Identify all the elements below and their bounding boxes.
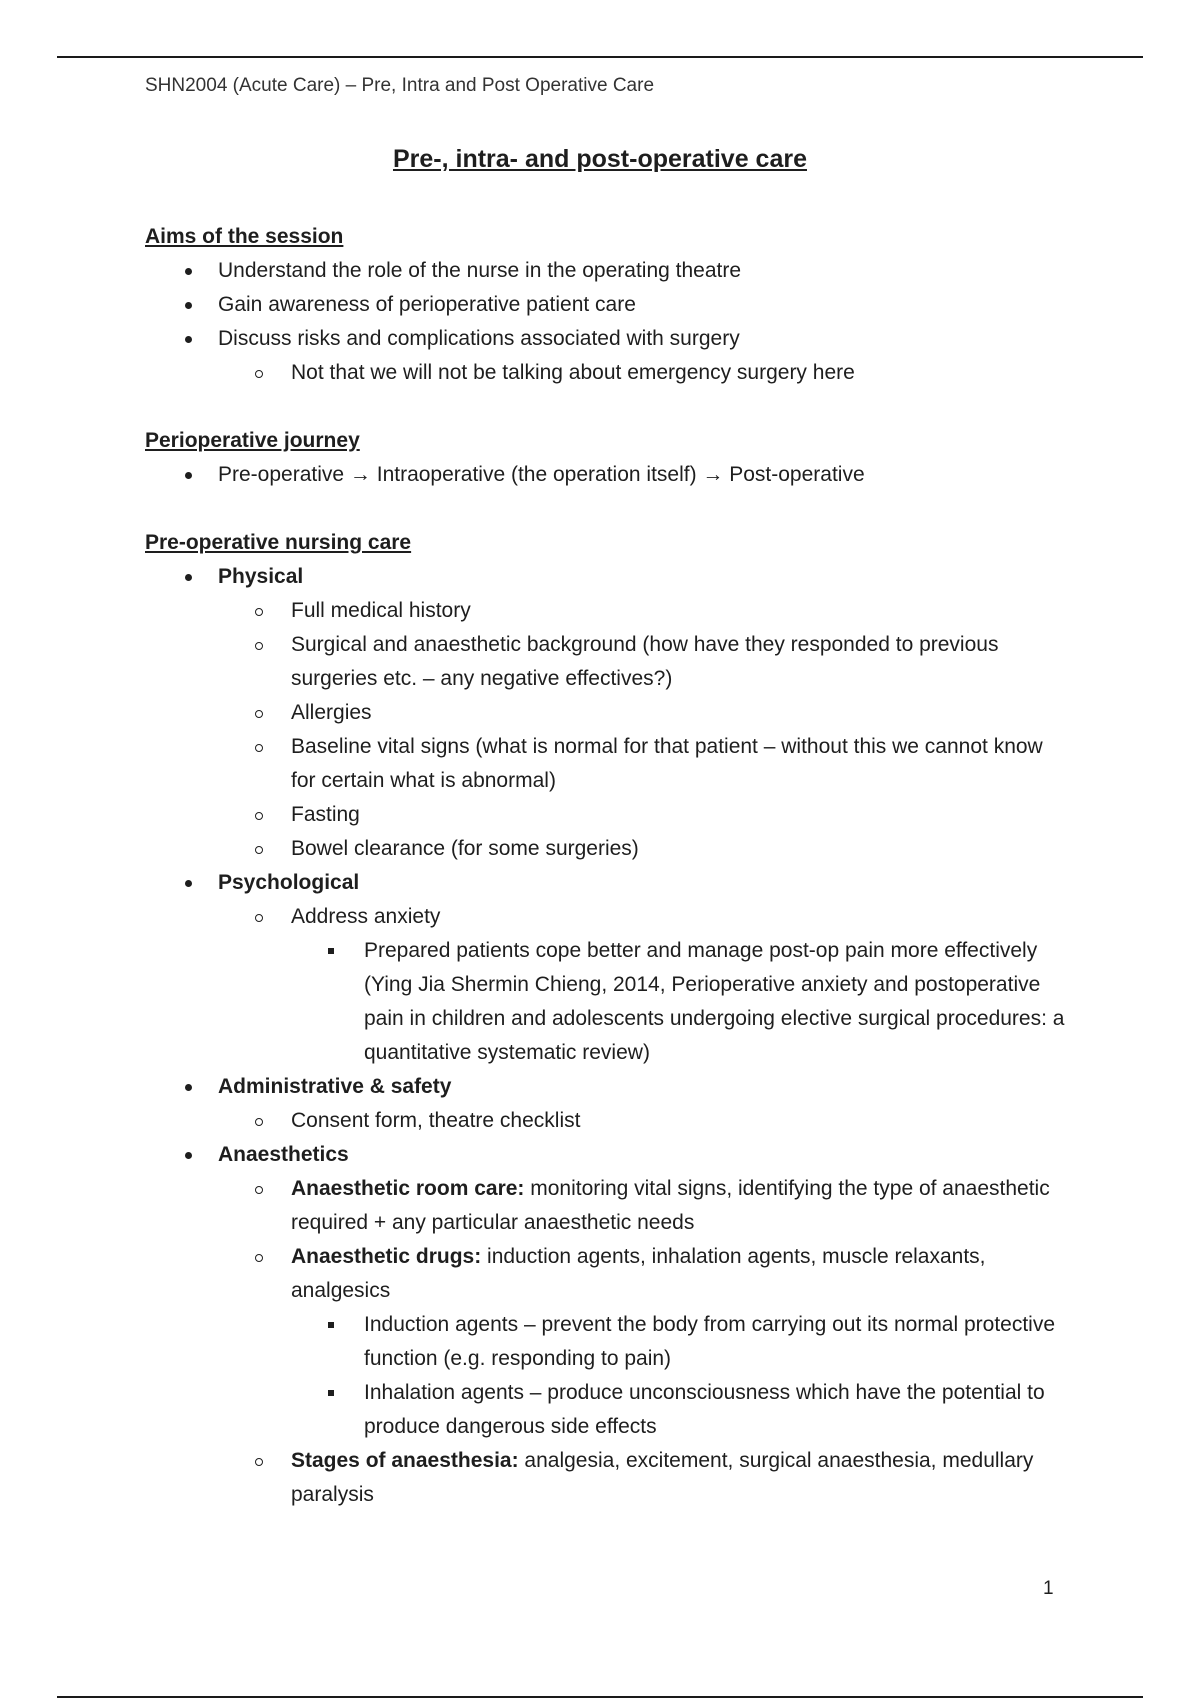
sub-list-item [218, 1240, 1065, 1444]
sub-list-item-text: Address anxiety [291, 905, 441, 928]
list-item [145, 322, 1065, 390]
journey-heading: Perioperative journey [145, 429, 360, 452]
admin-label: Administrative & safety [218, 1075, 452, 1098]
sub-list-item: Fasting [218, 798, 1065, 832]
journey-section [145, 424, 1065, 492]
sub-list-item: Not that we will not be talking about emergency surgery here [218, 356, 1065, 390]
drugs-label: Anaesthetic drugs: [291, 1245, 482, 1268]
document-body [145, 220, 1065, 1546]
sub-list-item: Baseline vital signs (what is normal for that patient – without this we cannot know for certain what is abnormal) [218, 730, 1065, 798]
room-care-text: monitoring vital signs, identifying the type of anaesthetic required + any particular anaesthetic needs [291, 1177, 1050, 1234]
preop-section [145, 526, 1065, 1512]
top-rule [57, 56, 1143, 58]
sub-list-item: Surgical and anaesthetic background (how have they responded to previous surgeries etc. – any negative effectives?) [218, 628, 1065, 696]
list-item: Understand the role of the nurse in the operating theatre [145, 254, 1065, 288]
list-item: Pre-operative → Intraoperative (the operation itself) → Post-operative [145, 458, 1065, 492]
page-number: 1 [1043, 1578, 1054, 1599]
physical-item [145, 560, 1065, 866]
sub-sub-list-item: Induction agents – prevent the body from carrying out its normal protective function (e.g. responding to pain) [291, 1308, 1065, 1376]
page-title: Pre-, intra- and post-operative care [392, 145, 807, 173]
drugs-text: induction agents, inhalation agents, muscle relaxants, analgesics [291, 1245, 986, 1302]
aims-heading: Aims of the session [145, 225, 344, 248]
preop-heading: Pre-operative nursing care [145, 531, 412, 554]
stages-text: analgesia, excitement, surgical anaesthesia, medullary paralysis [291, 1449, 1034, 1506]
physical-label: Physical [218, 565, 304, 588]
anaesthetics-label: Anaesthetics [218, 1143, 349, 1166]
psychological-item [145, 866, 1065, 1070]
list-item-text: Discuss risks and complications associated with surgery [218, 327, 740, 350]
admin-item [145, 1070, 1065, 1138]
anaesthetics-item [145, 1138, 1065, 1512]
sub-list-item [218, 1172, 1065, 1240]
sub-list-item: Allergies [218, 696, 1065, 730]
sub-list-item: Bowel clearance (for some surgeries) [218, 832, 1065, 866]
stages-label: Stages of anaesthesia: [291, 1449, 519, 1472]
sub-list-item: Full medical history [218, 594, 1065, 628]
sub-list-item [218, 900, 1065, 1070]
bottom-rule [57, 1696, 1143, 1698]
list-item: Gain awareness of perioperative patient care [145, 288, 1065, 322]
aims-section [145, 220, 1065, 390]
sub-list-item: Consent form, theatre checklist [218, 1104, 1065, 1138]
document-header: SHN2004 (Acute Care) – Pre, Intra and Post Operative Care [145, 75, 655, 96]
sub-sub-list-item: Inhalation agents – produce unconsciousness which have the potential to produce dangerous side effects [291, 1376, 1065, 1444]
sub-sub-list-item: Prepared patients cope better and manage post-op pain more effectively (Ying Jia Shermin Chieng, 2014, Perioperative anxiety and postoperative pain in children and adolescents undergoing elective surgical procedures: a quantitative systematic review) [291, 934, 1065, 1070]
room-care-label: Anaesthetic room care: [291, 1177, 525, 1200]
sub-list-item [218, 1444, 1065, 1512]
psychological-label: Psychological [218, 871, 360, 894]
